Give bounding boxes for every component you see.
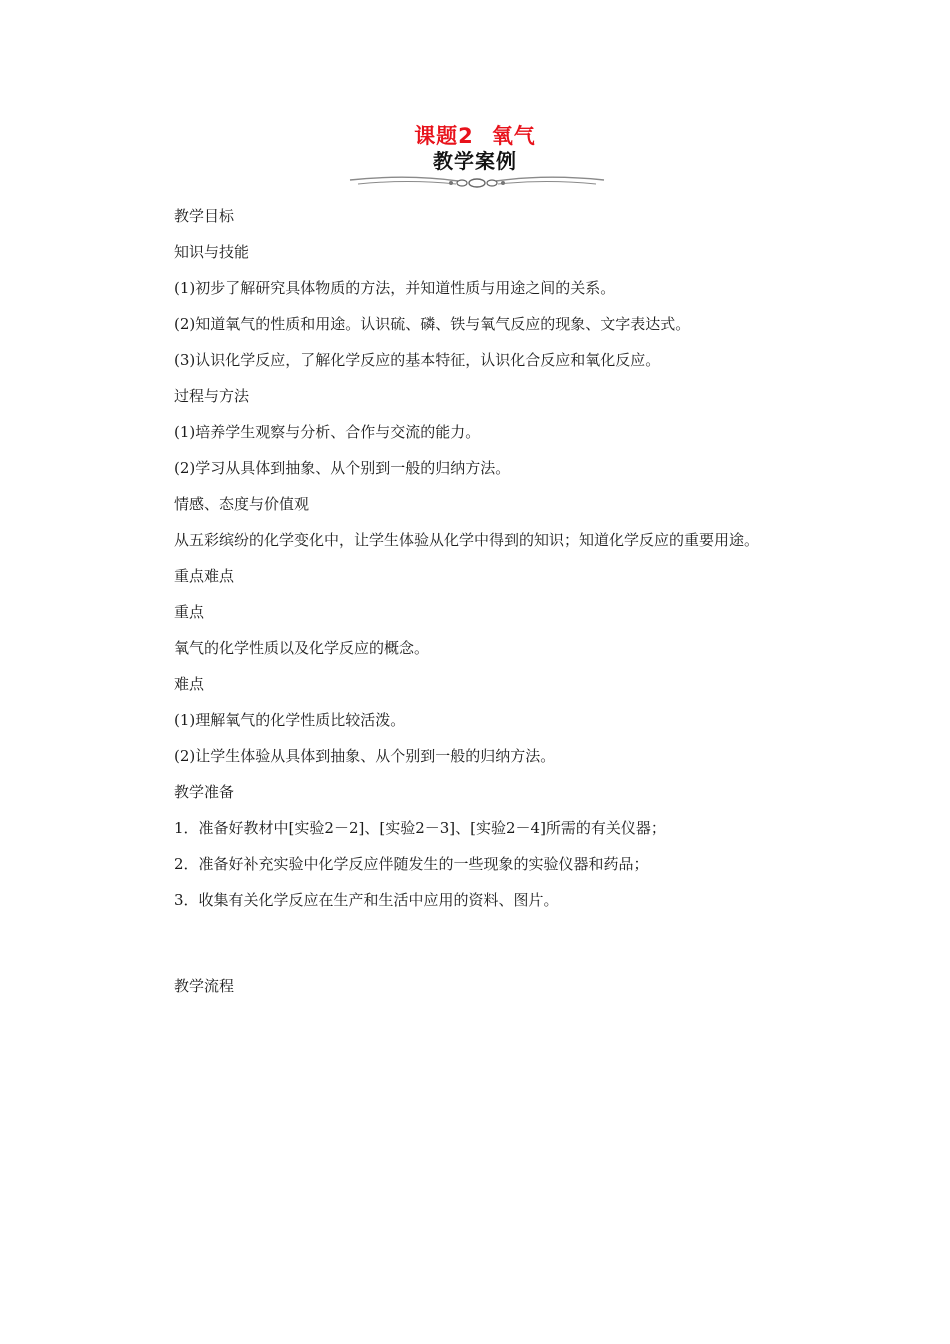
paragraph: (3)认识化学反应，了解化学反应的基本特征，认识化合反应和氧化反应。 (174, 351, 661, 369)
subheading-process-methods: 过程与方法 (174, 387, 250, 405)
paragraph: (2)知道氧气的性质和用途。认识硫、磷、铁与氧气反应的现象、文字表达式。 (174, 315, 691, 333)
paragraph: (1)初步了解研究具体物质的方法，并知道性质与用途之间的关系。 (174, 279, 616, 297)
paragraph: (2)让学生体验从具体到抽象、从个别到一般的归纳方法。 (174, 747, 556, 765)
list-item: 2．准备好补充实验中化学反应伴随发生的一些现象的实验仪器和药品； (174, 855, 649, 873)
subheading-key: 重点 (174, 603, 205, 621)
subheading-difficult: 难点 (174, 675, 205, 693)
section-heading-key-points: 重点难点 (174, 567, 235, 585)
list-item: 3．收集有关化学反应在生产和生活中应用的资料、图片。 (174, 891, 559, 909)
paragraph: 氧气的化学性质以及化学反应的概念。 (174, 639, 430, 657)
title-topic: 氧气 (491, 124, 536, 148)
subheading-values: 情感、态度与价值观 (174, 495, 310, 513)
list-item: 1．准备好教材中[实验2－2]、[实验2－3]、[实验2－4]所需的有关仪器； (174, 819, 666, 837)
section-heading-flow: 教学流程 (174, 977, 235, 995)
document-body (174, 198, 854, 1004)
section-heading-preparation: 教学准备 (174, 783, 235, 801)
page-subtitle: 教学案例 (433, 149, 517, 173)
page-title (0, 122, 950, 150)
section-heading-objectives: 教学目标 (174, 207, 235, 225)
title-lesson-number: 课题2 (414, 124, 474, 148)
paragraph: (1)理解氧气的化学性质比较活泼。 (174, 711, 406, 729)
decorative-divider-icon (348, 172, 606, 192)
paragraph: (1)培养学生观察与分析、合作与交流的能力。 (174, 423, 481, 441)
paragraph: (2)学习从具体到抽象、从个别到一般的归纳方法。 (174, 459, 511, 477)
paragraph: 从五彩缤纷的化学变化中，让学生体验从化学中得到的知识；知道化学反应的重要用途。 (174, 531, 760, 549)
subheading-knowledge-skills: 知识与技能 (174, 243, 250, 261)
